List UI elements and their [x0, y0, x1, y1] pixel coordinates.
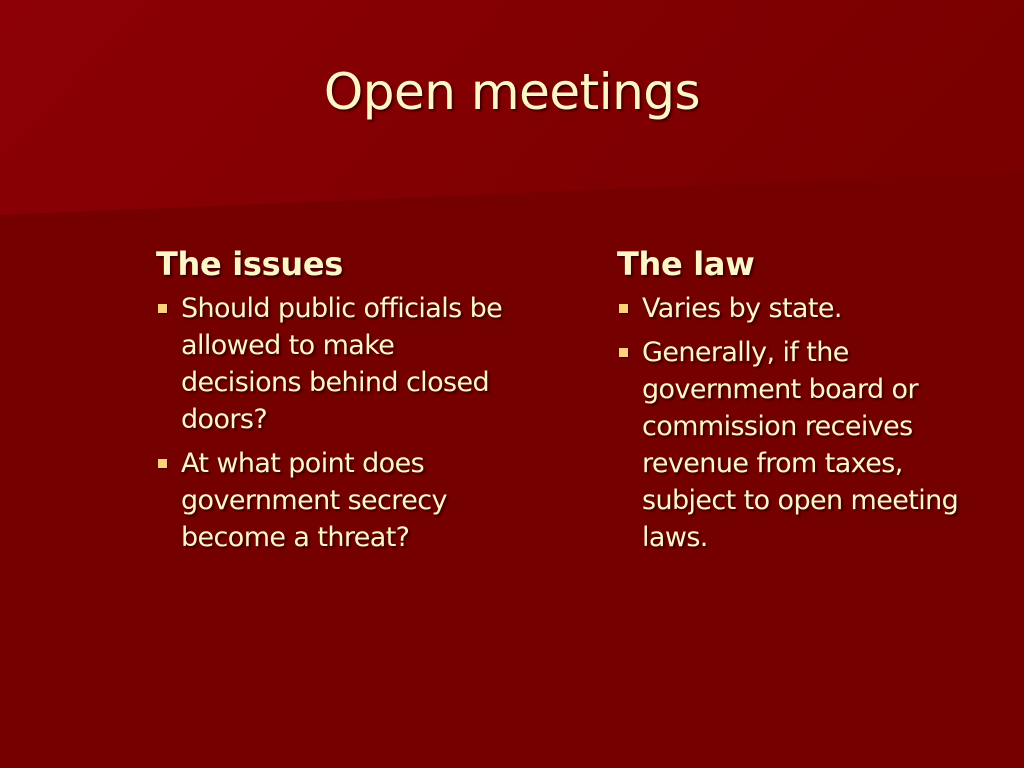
law-heading: The law: [617, 245, 755, 283]
square-bullet-icon: [619, 348, 628, 357]
list-item-text: Should public officials be allowed to make decisions behind closed doors?: [181, 293, 503, 435]
list-item: [617, 290, 997, 327]
list-item: [156, 290, 516, 438]
issues-heading: The issues: [156, 245, 344, 283]
square-bullet-icon: [619, 304, 628, 313]
law-column: [617, 244, 997, 563]
issues-list: [156, 290, 516, 556]
list-item-text: At what point does government secrecy become a threat?: [181, 448, 447, 553]
law-list: [617, 290, 997, 556]
list-item-text: Varies by state.: [642, 293, 842, 324]
square-bullet-icon: [158, 459, 167, 468]
issues-column: [156, 244, 516, 563]
slide-title: Open meetings: [323, 63, 701, 121]
square-bullet-icon: [158, 304, 167, 313]
list-item: [156, 445, 516, 556]
list-item: [617, 334, 997, 556]
list-item-text: Generally, if the government board or commission receives revenue from taxes, subject to open meeting laws.: [642, 337, 959, 553]
